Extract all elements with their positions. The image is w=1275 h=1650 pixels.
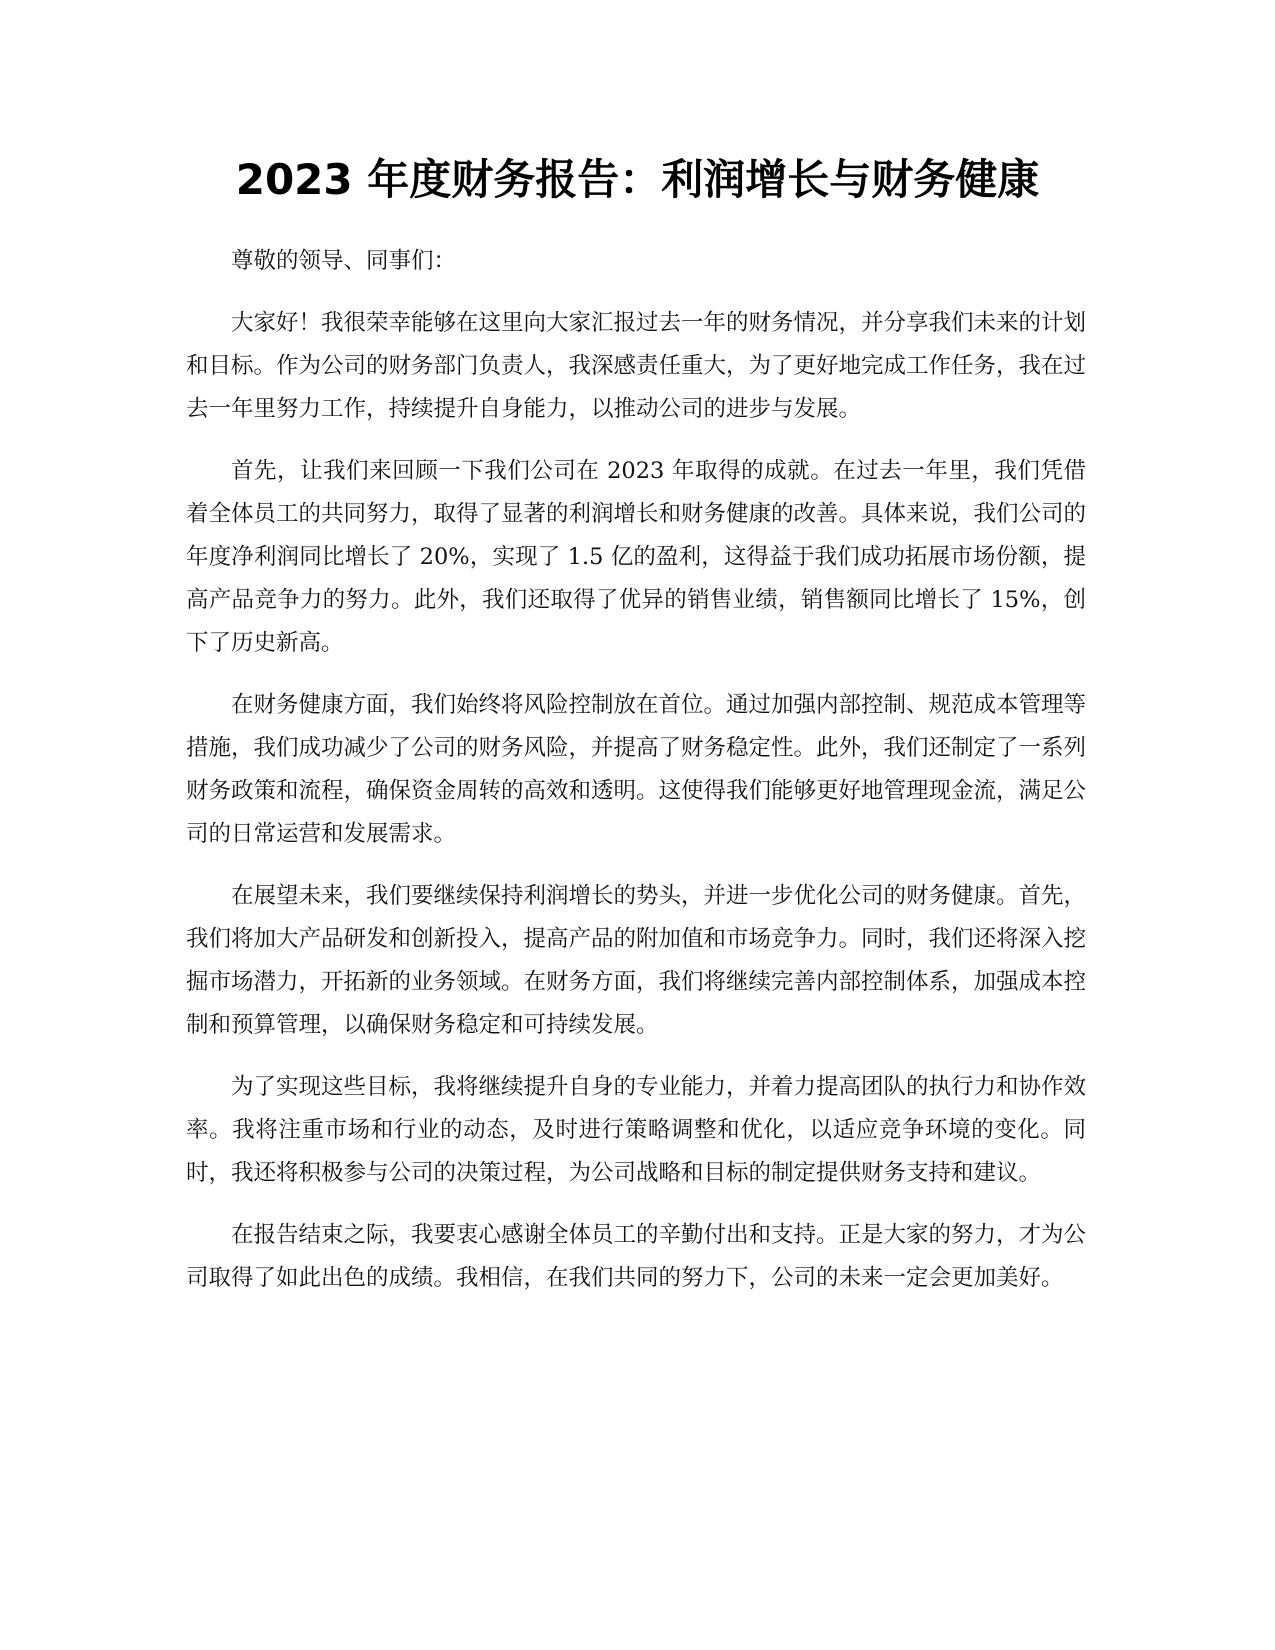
paragraph-closing: 在报告结束之际，我要衷心感谢全体员工的辛勤付出和支持。正是大家的努力，才为公司取得了如此出色的成绩。我相信，在我们共同的努力下，公司的未来一定会更加美好。	[186, 1222, 1087, 1291]
paragraph-goals: 为了实现这些目标，我将继续提升自身的专业能力，并着力提高团队的执行力和协作效率。我将注重市场和行业的动态，及时进行策略调整和优化，以适应竞争环境的变化。同时，我还将积极参与公司的决策过程，为公司战略和目标的制定提供财务支持和建议。	[186, 1074, 1087, 1186]
paragraph-outlook: 在展望未来，我们要继续保持利润增长的势头，并进一步优化公司的财务健康。首先，我们将加大产品研发和创新投入，提高产品的附加值和市场竞争力。同时，我们还将深入挖掘市场潜力，开拓新的业务领域。在财务方面，我们将继续完善内部控制体系，加强成本控制和预算管理，以确保财务稳定和可持续发展。	[186, 883, 1087, 1038]
document-body	[186, 240, 1086, 1319]
paragraph-introduction: 大家好！我很荣幸能够在这里向大家汇报过去一年的财务情况，并分享我们未来的计划和目标。作为公司的财务部门负责人，我深感责任重大，为了更好地完成工作任务，我在过去一年里努力工作，持续提升自身能力，以推动公司的进步与发展。	[186, 310, 1087, 422]
paragraph-salutation: 尊敬的领导、同事们：	[231, 248, 457, 274]
paragraph-achievements: 首先，让我们来回顾一下我们公司在 2023 年取得的成就。在过去一年里，我们凭借着全体员工的共同努力，取得了显著的利润增长和财务健康的改善。具体来说，我们公司的年度净利润同比增长了 20%，实现了 1.5 亿的盈利，这得益于我们成功拓展市场份额，提高产品竞争力的努力。此外，我们还取得了优异的销售业绩，销售额同比增长了 15%，创下了历史新高。	[186, 458, 1087, 656]
document-title: 2023 年度财务报告：利润增长与财务健康	[235, 155, 1040, 204]
paragraph-financial-health: 在财务健康方面，我们始终将风险控制放在首位。通过加强内部控制、规范成本管理等措施，我们成功减少了公司的财务风险，并提高了财务稳定性。此外，我们还制定了一系列财务政策和流程，确保资金周转的高效和透明。这使得我们能够更好地管理现金流，满足公司的日常运营和发展需求。	[186, 692, 1087, 847]
